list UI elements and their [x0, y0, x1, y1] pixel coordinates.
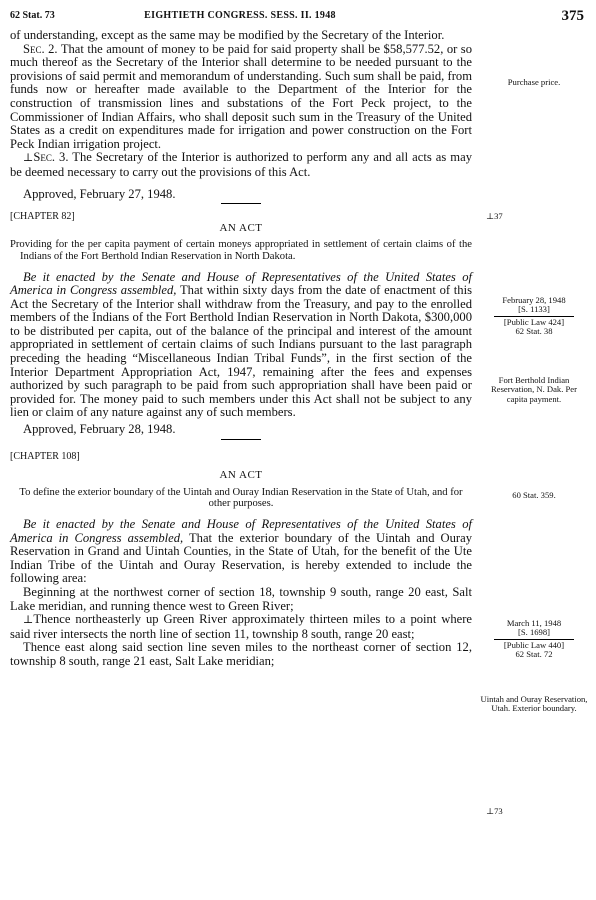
margin-public-law: [Public Law 440] [503, 639, 565, 650]
page-number: 375 [561, 8, 584, 24]
section-2-label: Sec. 2. [23, 41, 58, 56]
divider-rule [221, 203, 261, 204]
an-act-heading: AN ACT [219, 221, 263, 234]
margin-bill: [S. 1698] [518, 627, 550, 638]
approved-line: Approved, February 28, 1948. [23, 422, 176, 437]
margin-note-subject: Uintah and Ouray Reservation, Utah. Exterior boundary. [480, 694, 588, 714]
section-3 [10, 151, 472, 179]
section-3-label: Sec. 3. [33, 150, 69, 165]
section-2-text: That the amount of money to be paid for said property shall be $58,577.52, or so much thereof as the Secretary of the Interior shall determine to be needed pursuant to the provisions of said permit and memorandum of understanding. Such sum shall be paid, from funds now or hereafter made available to the Department of the Interior for the construction of transmission lines and substations of the Fort Peck project, to the Commissioner of Indian Affairs, who shall deposit such sum in the Treasury of the United States as a credit on expenditures made for irrigation and power construction on the Fort Peck Indian irrigation project. [10, 41, 473, 151]
approved-line: Approved, February 27, 1948. [23, 186, 176, 201]
divider-rule [221, 439, 261, 440]
chapter-82-label: [CHAPTER 82] [10, 211, 75, 223]
enacting-clause: Be it enacted by the Senate and House of Representatives of the United States of America in Congress assembled, [10, 517, 472, 545]
margin-page-ref: ⊥73 [486, 806, 503, 816]
boundary-paragraph-1: Beginning at the northwest corner of section 18, township 9 south, range 20 east, Salt Lake meridian, and running thence west to Green River; [10, 584, 472, 613]
boundary-paragraph-2-text: Thence northeasterly up Green River approximately thirteen miles to a point where said river intersects the north line of section 11, township 8 south, range 20 east; [10, 612, 472, 641]
stat-reference: 62 Stat. 73 [10, 10, 55, 21]
margin-chapter-108-info [480, 619, 588, 660]
chapter-82-body [10, 271, 472, 421]
margin-stat: 62 Stat. 38 [515, 326, 553, 337]
chapter-82-text: That within sixty days from the date of enactment of this Act the Secretary of the Interior shall withdraw from the Treasury, and pay to the enrolled members of the Indians of the Fort Berthold Indian Reservation in North Dakota, $300,000 to be distributed per capita, out of the balance of the principal and interest of the amount appropriated in settlement of certain claims of such Indians pursuant to the last paragraph preceding the heading “Miscellaneous Indian Tribal Funds”, in the first section of the Interior Department Appropriation Act, 1947, remaining after the fees and expenses authorized by such paragraph to be paid from such appropriation shall have been paid or provided for. The money paid to such members under this Act shall not be subject to any lien or claim of any nature against any of such members. [10, 283, 473, 420]
margin-note-subject: Fort Berthold Indian Reservation, N. Dak. Per capita payment. [491, 375, 577, 404]
margin-note-reference: 60 Stat. 359. [512, 490, 556, 500]
chapter-108-body [10, 518, 472, 586]
margin-stat: 62 Stat. 72 [515, 649, 553, 660]
section-3-text: The Secretary of the Interior is authorized to perform any and all acts as may be deemed necessary to carry out the provisions of this Act. [10, 150, 472, 179]
margin-date: March 11, 1948 [506, 618, 562, 628]
boundary-paragraph-3: Thence east along said section line seven miles to the northeast corner of section 12, township 8 south, range 21 east, Salt Lake meridian; [10, 640, 472, 668]
chapter-108-title: To define the exterior boundary of the Uintah and Ouray Indian Reservation in the State of Utah, and for other purposes. [19, 486, 463, 510]
boundary-paragraph-2 [10, 613, 472, 641]
margin-page-ref: ⊥37 [486, 211, 503, 221]
chapter-82-title: Providing for the per capita payment of certain moneys appropriated in settlement of certain claims of the Indians of the Fort Berthold Indian Reservation in North Dakota. [10, 239, 472, 262]
margin-chapter-82-info [480, 296, 588, 337]
main-text-column [10, 29, 472, 669]
margin-public-law: [Public Law 424] [503, 316, 565, 327]
running-title: EIGHTIETH CONGRESS. SESS. II. 1948 [144, 10, 336, 21]
margin-note-purchase-price: Purchase price. [507, 77, 561, 87]
an-act-heading: AN ACT [219, 469, 263, 482]
chapter-108-text: That the exterior boundary of the Uintah and Ouray Reservation in Grand and Uintah Counties, in the State of Utah, for the benefit of the Ute Indian Tribe of the Uintah and Ouray Reservation, is hereby extended to include the following area: [10, 530, 472, 586]
continued-text: of understanding, except as the same may be modified by the Secretary of the Interior. [10, 28, 445, 42]
chapter-108-label: [CHAPTER 108] [10, 450, 80, 462]
page-break-mark: ⊥ [23, 614, 34, 627]
page-break-mark: ⊥ [23, 152, 34, 165]
margin-date: February 28, 1948 [502, 295, 566, 305]
enacting-clause: Be it enacted by the Senate and House of Representatives of the United States of America in Congress assembled, [10, 269, 472, 298]
margin-bill: [S. 1133] [518, 304, 550, 315]
section-2 [10, 43, 472, 152]
